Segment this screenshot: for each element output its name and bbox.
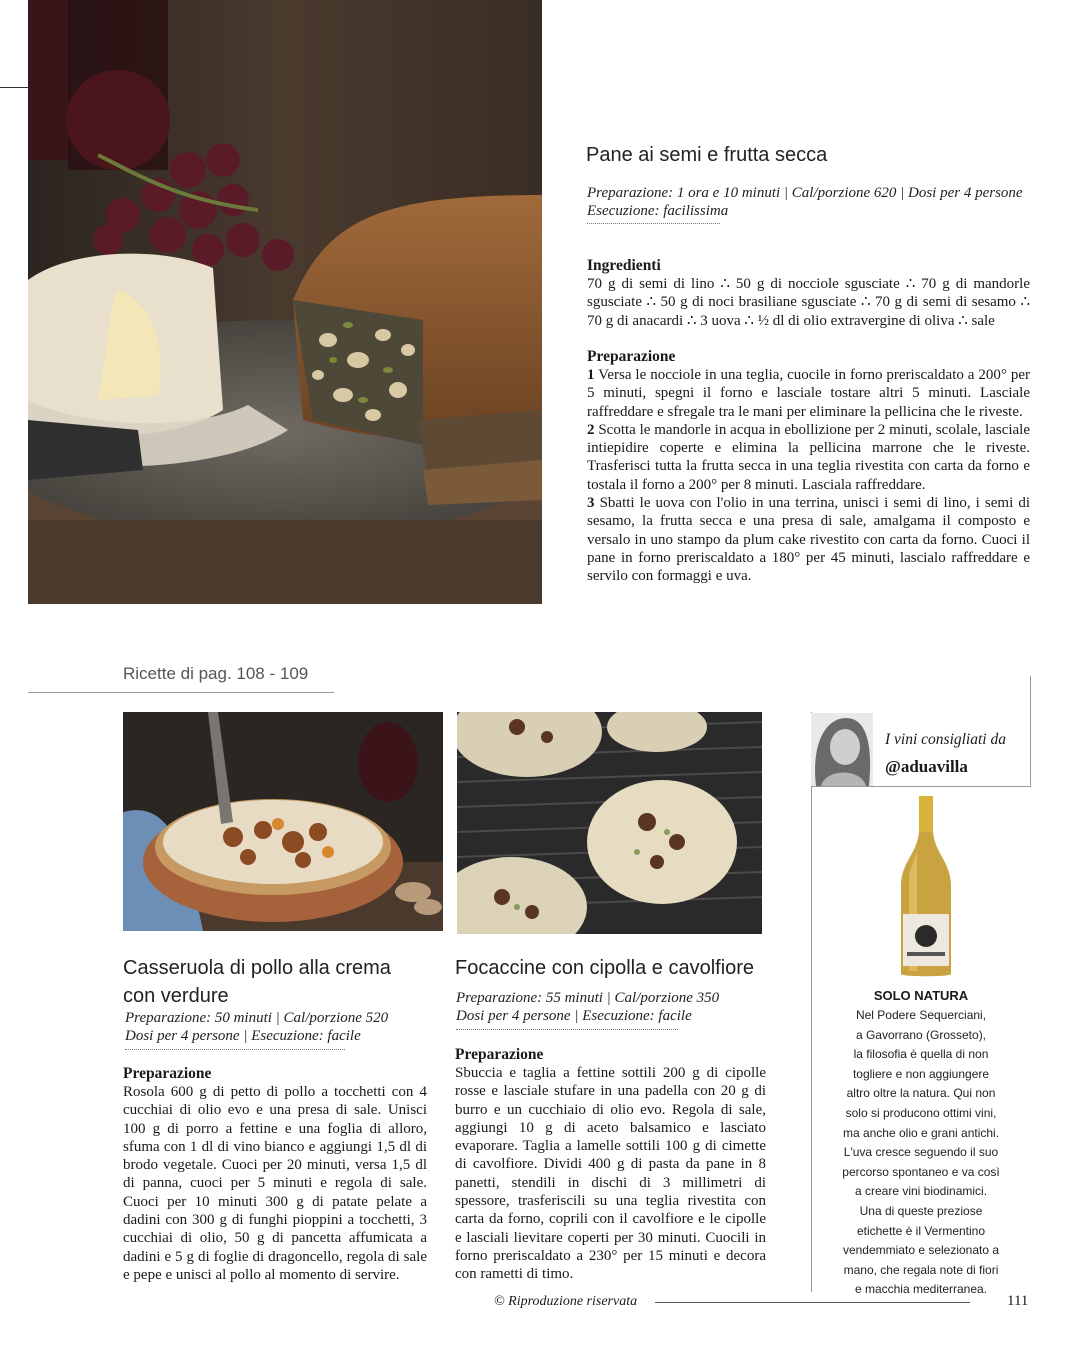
- meta-divider-left: [125, 1049, 345, 1050]
- page-number: 111: [1007, 1293, 1029, 1309]
- wine-line: L'uva cresce seguendo il suo: [843, 1145, 999, 1160]
- wine-line: altro oltre la natura. Qui non: [846, 1086, 996, 1101]
- bread-cheese-photo: [28, 0, 542, 604]
- wine-line: togliere e non aggiungere: [852, 1066, 990, 1081]
- wine-line: etichette è il Vermentino: [856, 1223, 986, 1238]
- wine-line: vendemmiato e selezionato a: [842, 1243, 1000, 1258]
- meta-line-2: Esecuzione: facilissima: [587, 203, 729, 219]
- recipe-title-casseruola: Casseruola di pollo alla crema con verdure: [123, 957, 391, 1007]
- recipe-meta-focaccine: Preparazione: 55 minuti | Cal/porzione 350 Dosi per 4 persone | Esecuzione: facile: [456, 990, 720, 1024]
- preparation-text-left: Rosola 600 g di petto di pollo a tocchetti con 4 cucchiai di olio evo e una presa di sale. Unisci 100 g di porro a fettine e una foglia di alloro, sfuma con 1 dl di vino bianco e aggiungi 1,5 dl di brodo vegetale. Cuoci per 20 minuti, versa 1,5 dl di panna, cuoci per 5 minuti e regola di sale. Cuoci per 10 minuti 300 g di patate pelate a dadini con 300 g di funghi pioppini a tocchetti, 3 cucchiai di olio, 50 g di pancetta affumicata a dadini e 5 g di foglie di dragoncello, regola di sale e pepe e unisci al pollo al momento di servire.: [123, 1084, 427, 1283]
- wine-line: e macchia mediterranea.: [854, 1282, 988, 1297]
- section-label: Ricette di pag. 108 - 109: [123, 664, 309, 683]
- step-1: 1 Versa le nocciole in una teglia, cuocile in forno preriscaldato a 200° per 5 minuti, spegni il forno e lasciale tostare altri 5 minuti. Lasciale raffreddare e sfregale tra le mani per eliminare la pellicina che le riveste.: [587, 367, 1030, 420]
- meta-divider: [587, 223, 720, 224]
- preparation-casseruola: [123, 1064, 427, 1284]
- preparation-steps: [587, 366, 1030, 586]
- footer-rule: [655, 1302, 970, 1303]
- preparation-heading: Preparazione: [587, 348, 676, 365]
- wine-line: Nel Podere Sequerciani,: [855, 1008, 987, 1022]
- sidebar-divider-top-right: [1030, 676, 1031, 786]
- wine-intro: I vini consigliati da: [885, 731, 1006, 748]
- preparation-focaccine: [455, 1045, 766, 1284]
- copyright: © Riproduzione riservata: [494, 1294, 638, 1309]
- wine-line: percorso spontaneo e va così: [842, 1164, 1000, 1179]
- wine-line: a creare vini biodinamici.: [854, 1184, 988, 1199]
- wine-line: a Gavorrano (Grosseto),: [855, 1027, 987, 1042]
- wine-description: [811, 1006, 1031, 1300]
- ingredients-heading: Ingredienti: [587, 257, 661, 274]
- preparation-text-mid: Sbuccia e taglia a fettine sottili 200 g di cipolle rosse e lasciale stufare in una padella con 20 g di burro e un cucchiaio di olio evo. Regola di sale, aggiungi 10 g di aceto balsamico e lasciato evaporare. Taglia a lamelle sottili 100 g di cimette di cavolfiore. Dividi 400 g di pasta da pane in 8 panetti, stendili in dischi di 3 millimetri di spessore, trasferiscili su una teglia rivestita con carta da forno, coprili con il cavolfiore e le cipolle e lasciali lievitare coperti per 30 minuti. Cuocili in forno preriscaldato a 230° per 15 minuti e decora con rametti di timo.: [455, 1065, 766, 1283]
- wine-line: Una di queste preziose: [859, 1203, 983, 1218]
- wine-line: mano, che regala note di fiori: [843, 1262, 999, 1277]
- recipe-title-pane: Pane ai semi e frutta secca: [586, 144, 828, 166]
- sidebar-rule: [811, 786, 1031, 787]
- edge-mark: [0, 87, 28, 88]
- wine-line: la filosofia è quella di non: [853, 1047, 989, 1062]
- step-3: 3 Sbatti le uova con l'olio in una terrina, unisci i semi di lino, i semi di sesamo, la frutta secca e una presa di sale, amalgama il composto e versalo in uno stampo da plum cake rivestito con carta da forno. Cuoci il pane in forno preriscaldato a 180° per 45 minuti, lascialo raffreddare e servilo con formaggi e uva.: [587, 495, 1031, 585]
- wine-bottle-photo: [893, 796, 959, 978]
- recipe-meta-casseruola: Preparazione: 50 minuti | Cal/porzione 520 Dosi per 4 persone | Esecuzione: facile: [125, 1010, 389, 1044]
- meta-divider-mid: [456, 1029, 678, 1030]
- focaccine-photo: [457, 712, 762, 934]
- wine-line: ma anche olio e grani antichi.: [842, 1125, 1000, 1140]
- recipe-meta-pane: [587, 184, 1047, 220]
- wine-heading: SOLO NATURA: [873, 988, 969, 1003]
- meta-line-1: Preparazione: 1 ora e 10 minuti | Cal/porzione 620 | Dosi per 4 persone: [587, 185, 1023, 201]
- casserole-photo: [123, 712, 443, 931]
- step-2: 2 Scotta le mandorle in acqua in ebollizione per 2 minuti, scolale, lasciale intiepidire coperte e elimina la pellicina marrone che le riveste. Trasferisci tutta la frutta secca in una teglia rivestita con carta da forno e tostala il forno a 200° per 8 minuti. Lasciala raffreddare.: [587, 421, 1031, 493]
- section-rule: [28, 692, 334, 693]
- preparation-block: [587, 347, 1030, 586]
- wine-line: solo si producono ottimi vini,: [845, 1105, 997, 1120]
- recipe-title-focaccine: Focaccine con cipolla e cavolfiore: [455, 957, 755, 979]
- ingredients-block: [587, 256, 1030, 330]
- preparation-heading-left: Preparazione: [123, 1065, 212, 1082]
- avatar: [811, 713, 873, 786]
- ingredients-text: 70 g di semi di lino ∴ 50 g di nocciole sgusciate ∴ 70 g di mandorle sgusciate ∴ 50 g di noci brasiliane sgusciate ∴ 70 g di semi di sesamo ∴ 70 g di anacardi ∴ 3 uova ∴ ½ dl di olio extravergine di oliva ∴ sale: [587, 276, 1030, 329]
- preparation-heading-mid: Preparazione: [455, 1046, 544, 1063]
- wine-handle: @aduavilla: [885, 757, 968, 776]
